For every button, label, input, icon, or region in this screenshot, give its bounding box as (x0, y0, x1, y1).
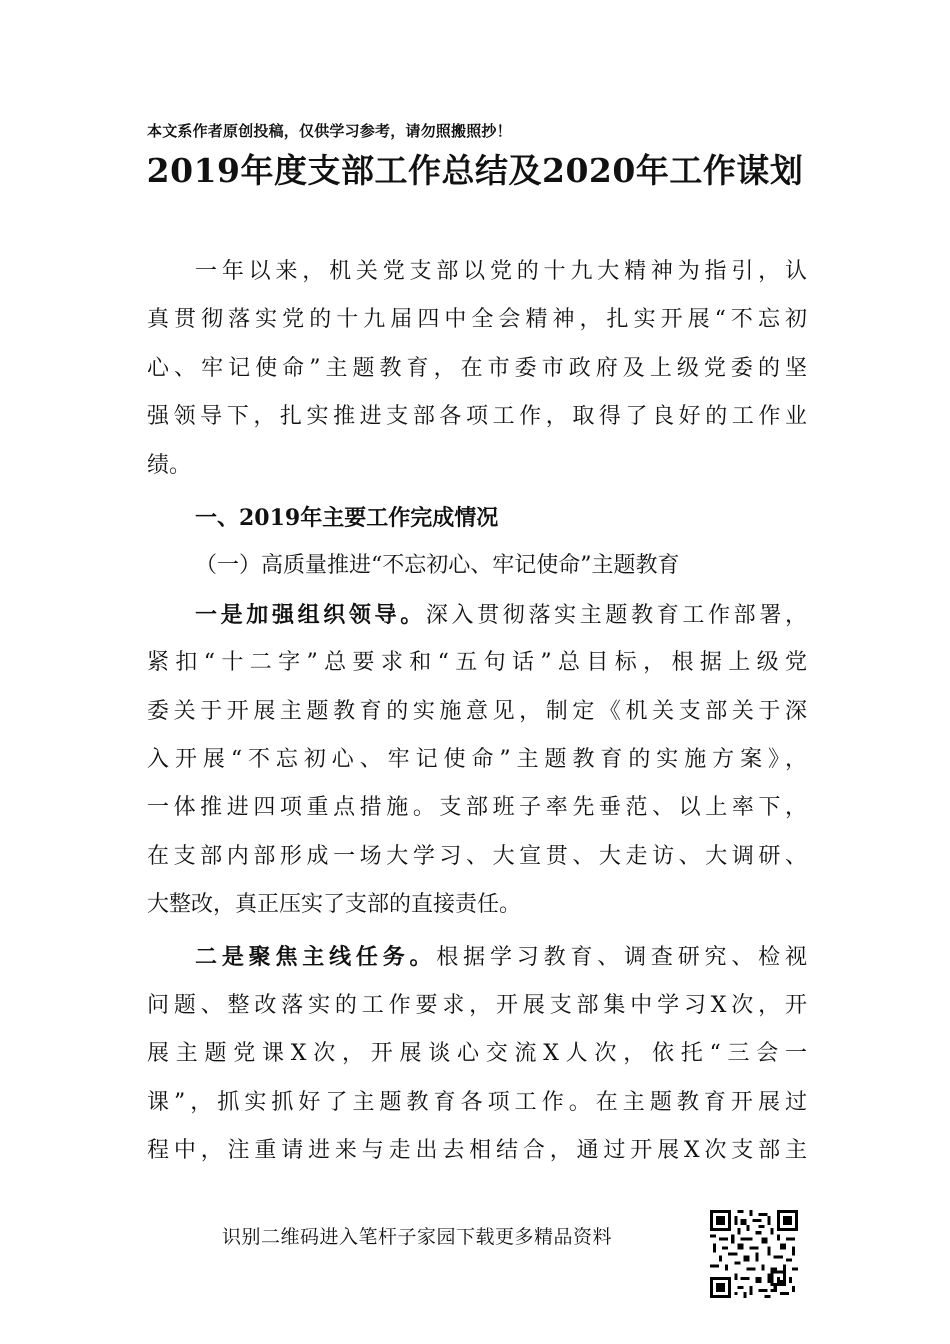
footer-text: 识别二维码进入笔杆子家园下载更多精品资料 (222, 1226, 613, 1248)
item1-line: 委关于开展主题教育的实施意见，制定《机关支部关于深 (147, 698, 807, 724)
document-title: 2019年度支部工作总结及2020年工作谋划 (146, 151, 804, 190)
item2-first-line (147, 933, 807, 981)
intro-line: 心、牢记使命”主题教育，在市委市政府及上级党委的坚 (147, 355, 807, 381)
qr-code-icon[interactable] (710, 1210, 798, 1298)
item2-first-text: 根据学习教育、调查研究、检视 (436, 945, 807, 971)
subsection-heading: （一）高质量推进“不忘初心、牢记使命”主题教育 (195, 553, 680, 579)
intro-line: 绩。 (147, 452, 192, 478)
intro-line: 一年以来，机关党支部以党的十九大精神为指引，认 (195, 259, 807, 284)
item2-line: 课”，抓实抓好了主题教育各项工作。在主题教育开展过 (147, 1089, 807, 1115)
item1-line: 一体推进四项重点措施。支部班子率先垂范、以上率下， (147, 795, 807, 821)
section-heading: 一、2019年主要工作完成情况 (195, 504, 499, 531)
item2-lead: 二是聚焦主线任务。 (195, 944, 437, 971)
original-notice: 本文系作者原创投稿，仅供学习参考，请勿照搬照抄！ (147, 122, 512, 140)
item1-lead: 一是加强组织领导。 (195, 601, 426, 628)
intro-line: 强领导下，扎实推进支部各项工作，取得了良好的工作业 (147, 404, 807, 430)
item1-first-line (147, 591, 807, 639)
item2-line: 展主题党课X次，开展谈心交流X人次，依托“三会一 (147, 1041, 807, 1067)
item1-line: 大整改，真正压实了支部的直接责任。 (147, 892, 522, 918)
document-body (147, 248, 807, 1175)
item1-line: 在支部内部形成一场大学习、大宣贯、大走访、大调研、 (147, 843, 807, 869)
item1-line: 紧扣“十二字”总要求和“五句话”总目标，根据上级党 (147, 650, 807, 676)
intro-line: 真贯彻落实党的十九届四中全会精神，扎实开展“不忘初 (147, 307, 807, 333)
item2-line: 程中，注重请进来与走出去相结合，通过开展X次支部主 (147, 1138, 807, 1164)
item1-line: 入开展“不忘初心、牢记使命”主题教育的实施方案》， (147, 746, 807, 772)
item2-line: 问题、整改落实的工作要求，开展支部集中学习X次，开 (147, 992, 807, 1018)
item1-first-text: 深入贯彻落实主题教育工作部署， (425, 602, 807, 628)
